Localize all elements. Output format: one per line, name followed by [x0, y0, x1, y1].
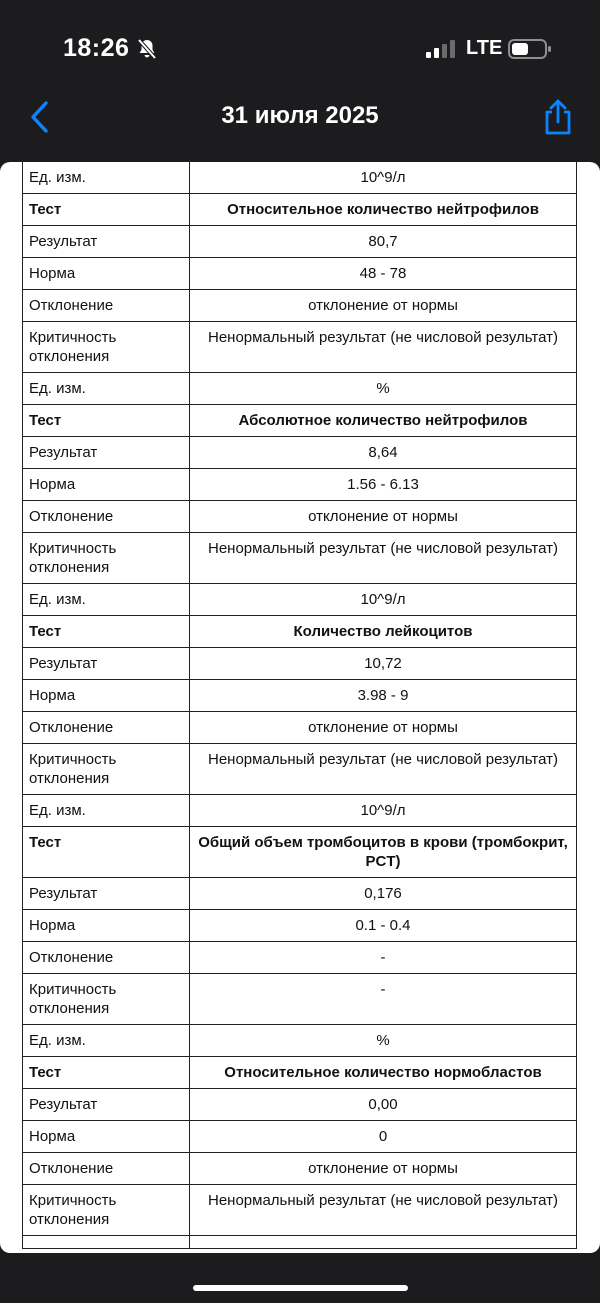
row-label: Критичность отклонения	[23, 322, 190, 373]
row-value: 1.56 - 6.13	[190, 469, 577, 501]
row-value: Ненормальный результат (не числовой результат)	[190, 533, 577, 584]
row-label: Отклонение	[23, 501, 190, 533]
table-row	[23, 533, 577, 584]
row-label: Отклонение	[23, 1153, 190, 1185]
row-value: 10^9/л	[190, 584, 577, 616]
row-label: Ед. изм.	[23, 1025, 190, 1057]
row-label: Критичность отклонения	[23, 974, 190, 1025]
table-row	[23, 1057, 577, 1089]
table-row	[23, 469, 577, 501]
row-label: Тест	[23, 827, 190, 878]
table-row	[23, 226, 577, 258]
row-value: 10^9/л	[190, 162, 577, 194]
row-value: Ненормальный результат (не числовой результат)	[190, 1185, 577, 1236]
row-label: Результат	[23, 437, 190, 469]
row-label: Отклонение	[23, 712, 190, 744]
table-row	[23, 1185, 577, 1236]
share-icon[interactable]	[540, 98, 576, 136]
table-row	[23, 258, 577, 290]
battery-icon	[508, 38, 552, 60]
table-row	[23, 795, 577, 827]
row-value: 0	[190, 1121, 577, 1153]
row-label: Ед. изм.	[23, 162, 190, 194]
row-value: 8,64	[190, 437, 577, 469]
cellular-signal-icon	[426, 40, 458, 58]
row-value: отклонение от нормы	[190, 501, 577, 533]
row-label: Критичность отклонения	[23, 1185, 190, 1236]
row-value: Относительное количество нейтрофилов	[190, 194, 577, 226]
row-label: Критичность отклонения	[23, 533, 190, 584]
table-row	[23, 1236, 577, 1249]
row-value: 0,00	[190, 1089, 577, 1121]
bell-muted-icon	[136, 38, 158, 60]
row-value: -	[190, 974, 577, 1025]
row-value: Ненормальный результат (не числовой результат)	[190, 322, 577, 373]
row-value: Ненормальный результат (не числовой результат)	[190, 744, 577, 795]
row-label: Результат	[23, 226, 190, 258]
row-value: 0,176	[190, 878, 577, 910]
row-label: Тест	[23, 405, 190, 437]
table-row	[23, 878, 577, 910]
row-label: Отклонение	[23, 942, 190, 974]
row-value: -	[190, 942, 577, 974]
table-row	[23, 194, 577, 226]
row-label: Критичность отклонения	[23, 744, 190, 795]
table-row	[23, 616, 577, 648]
row-label: Ед. изм.	[23, 795, 190, 827]
table-row	[23, 680, 577, 712]
row-value: %	[190, 1025, 577, 1057]
table-row	[23, 1089, 577, 1121]
row-label: Отклонение	[23, 290, 190, 322]
row-value: Относительное количество нормобластов	[190, 1057, 577, 1089]
row-label: Норма	[23, 910, 190, 942]
row-label: Тест	[23, 194, 190, 226]
row-value: 48 - 78	[190, 258, 577, 290]
results-sheet[interactable]	[0, 162, 600, 1253]
row-label: Норма	[23, 469, 190, 501]
table-row	[23, 974, 577, 1025]
row-label: Тест	[23, 1057, 190, 1089]
row-label: Результат	[23, 648, 190, 680]
row-label: Результат	[23, 878, 190, 910]
row-value: Общий объем тромбоцитов в крови (тромбокрит, PCT)	[190, 827, 577, 878]
row-value: 0.1 - 0.4	[190, 910, 577, 942]
table-row	[23, 1025, 577, 1057]
results-table	[22, 162, 577, 1249]
table-row	[23, 162, 577, 194]
row-label: Ед. изм.	[23, 584, 190, 616]
table-row	[23, 1153, 577, 1185]
row-value: отклонение от нормы	[190, 290, 577, 322]
row-label: Норма	[23, 258, 190, 290]
row-label: Норма	[23, 680, 190, 712]
row-value: Абсолютное количество нейтрофилов	[190, 405, 577, 437]
row-label: Тест	[23, 616, 190, 648]
page-title: 31 июля 2025	[221, 102, 379, 129]
table-row	[23, 744, 577, 795]
table-row	[23, 942, 577, 974]
row-value: %	[190, 373, 577, 405]
table-row	[23, 322, 577, 373]
row-label: Результат	[23, 1089, 190, 1121]
table-row	[23, 712, 577, 744]
table-row	[23, 1121, 577, 1153]
row-label: Ед. изм.	[23, 373, 190, 405]
home-indicator[interactable]	[193, 1285, 408, 1291]
row-value: Количество лейкоцитов	[190, 616, 577, 648]
row-label	[23, 1236, 190, 1249]
row-label: Норма	[23, 1121, 190, 1153]
row-value	[190, 1236, 577, 1249]
table-row	[23, 501, 577, 533]
table-row	[23, 910, 577, 942]
status-time: 18:26	[63, 34, 130, 62]
table-row	[23, 584, 577, 616]
row-value: 10,72	[190, 648, 577, 680]
table-row	[23, 405, 577, 437]
table-row	[23, 290, 577, 322]
table-row	[23, 373, 577, 405]
row-value: 80,7	[190, 226, 577, 258]
status-bar	[0, 0, 600, 90]
network-type: LTE	[466, 37, 503, 59]
table-row	[23, 648, 577, 680]
row-value: отклонение от нормы	[190, 712, 577, 744]
table-row	[23, 827, 577, 878]
table-row	[23, 437, 577, 469]
row-value: 3.98 - 9	[190, 680, 577, 712]
row-value: отклонение от нормы	[190, 1153, 577, 1185]
row-value: 10^9/л	[190, 795, 577, 827]
